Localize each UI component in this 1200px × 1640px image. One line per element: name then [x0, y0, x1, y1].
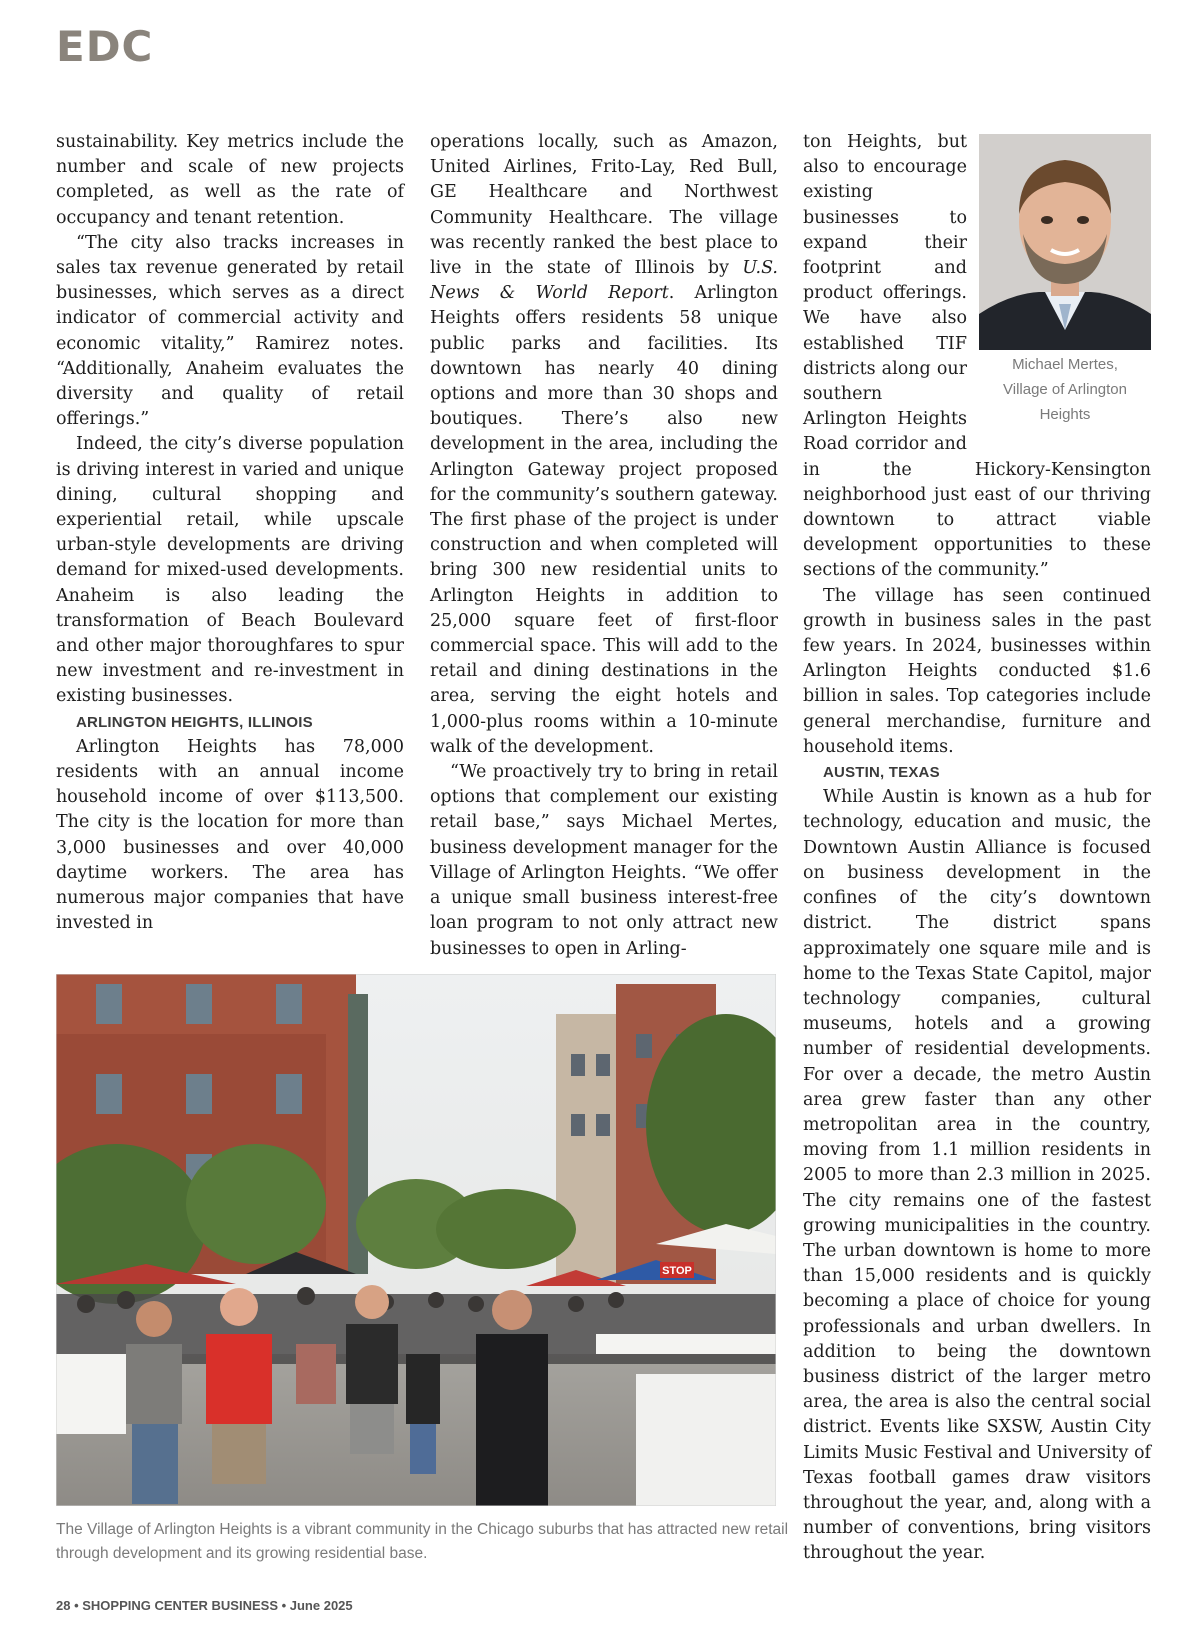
- subhead-austin-texas: AUSTIN, TEXAS: [823, 764, 940, 782]
- paragraph: sustainability. Key metrics include the number and scale of new projects completed, as well as the rate of occupancy and tenant retention.: [56, 132, 404, 228]
- article-column-1: [56, 130, 404, 937]
- paragraph: ton Heights, but also to encourage existing businesses to expand their footprint and product offerings. We have also established TIF districts along our southern Arlington Heights Road corridor and in the Hickory-Kensington neighborhood just east of our thriving downtown to attract viable development opportunities to these sections of the community.”: [803, 132, 1151, 581]
- portrait-photo: [979, 134, 1151, 350]
- paragraph: Arlington Heights has 78,000 residents with an annual income household income of over $113,500. The city is the location for more than 3,000 businesses and over 40,000 daytime workers. The area has numerous major companies that have invested in: [56, 736, 404, 934]
- photo-caption: The Village of Arlington Heights is a vibrant community in the Chicago suburbs that has attracted new retail through development and its growing residential base.: [56, 1521, 789, 1562]
- page-folio: 28 • SHOPPING CENTER BUSINESS • June 2025: [56, 1598, 353, 1613]
- publication-title: U.S. News & World Report: [430, 258, 778, 304]
- paragraph: [430, 130, 778, 760]
- article-column-2: [430, 130, 778, 962]
- paragraph-text: operations locally, such as Amazon, United Airlines, Frito-Lay, Red Bull, GE Healthcare and Northwest Community Healthcare. The village was recently ranked the best place to live in the state of Illinois by: [430, 132, 778, 279]
- paragraph: Indeed, the city’s diverse population is driving interest in varied and unique dining, cultural shopping and experiential retail, while upscale urban-style developments are driving demand for mixed-used developments. Anaheim is also leading the transformation of Beach Boulevard and other major thoroughfares to spur new investment and re-investment in existing businesses.: [56, 434, 404, 707]
- subhead-arlington-heights: ARLINGTON HEIGHTS, ILLINOIS: [76, 713, 313, 731]
- photo-illustration: [56, 974, 776, 1506]
- street-festival-photo: [56, 974, 776, 1506]
- paragraph: “The city also tracks increases in sales tax revenue generated by retail businesses, which serves as a direct indicator of commercial activity and economic vitality,” Ramirez notes. “Additionally, Anaheim evaluates the diversity and quality of retail offerings.”: [56, 232, 404, 430]
- paragraph: While Austin is known as a hub for technology, education and music, the Downtown Austin Alliance is focused on business development in the confines of the city’s downtown district. The district spans approximately one square mile and is home to the Texas State Capitol, major technology companies, cultural museums, hotels and a growing number of residential developments. For over a decade, the metro Austin area grew faster than any other metropolitan area in the country, moving from 1.1 million residents in 2005 to more than 2.3 million in 2025. The city remains one of the fastest growing municipalities in the country. The urban downtown is home to more than 15,000 residents and is quickly becoming a place of choice for young professionals and urban dwellers. In addition to being the downtown business district of the larger metro area, the area is also the central social district. Events like SXSW, Austin City Limits Music Festival and University of Texas football games draw visitors throughout the year, and, along with a number of conventions, bring visitors throughout the year.: [803, 787, 1151, 1564]
- article-column-3: [803, 130, 1151, 1567]
- paragraph: The village has seen continued growth in business sales in the past few years. In 2024, businesses within Arlington Heights conducted $1.6 billion in sales. Top categories include general merchandise, furniture and household items.: [803, 585, 1151, 757]
- stop-sign-text: STOP: [662, 1265, 692, 1277]
- caption-line: Michael Mertes,: [1012, 356, 1118, 373]
- paragraph-text: . Arlington Heights offers residents 58 unique public parks and facilities. Its downtown has nearly 40 dining options and more than 30 shops and boutiques. There’s also new development in the area, including the Arlington Gateway project proposed for the community’s southern gateway. The first phase of the project is under construction and when completed will bring 300 new residential units to Arlington Heights in addition to 25,000 square feet of first-floor commercial space. This will add to the retail and dining destinations in the area, serving the eight hotels and 1,000-plus rooms within a 10-minute walk of the development.: [430, 283, 778, 757]
- portrait-figure: [979, 134, 1151, 427]
- paragraph: “We proactively try to bring in retail options that complement our existing retail base,” says Michael Mertes, business development manager for the Village of Arlington Heights. “We offer a unique small business interest-free loan program to not only attract new businesses to open in Arling-: [430, 762, 778, 959]
- section-tag: EDC: [56, 22, 154, 71]
- portrait-caption: [979, 352, 1151, 427]
- caption-line: Village of Arlington Heights: [1003, 381, 1127, 423]
